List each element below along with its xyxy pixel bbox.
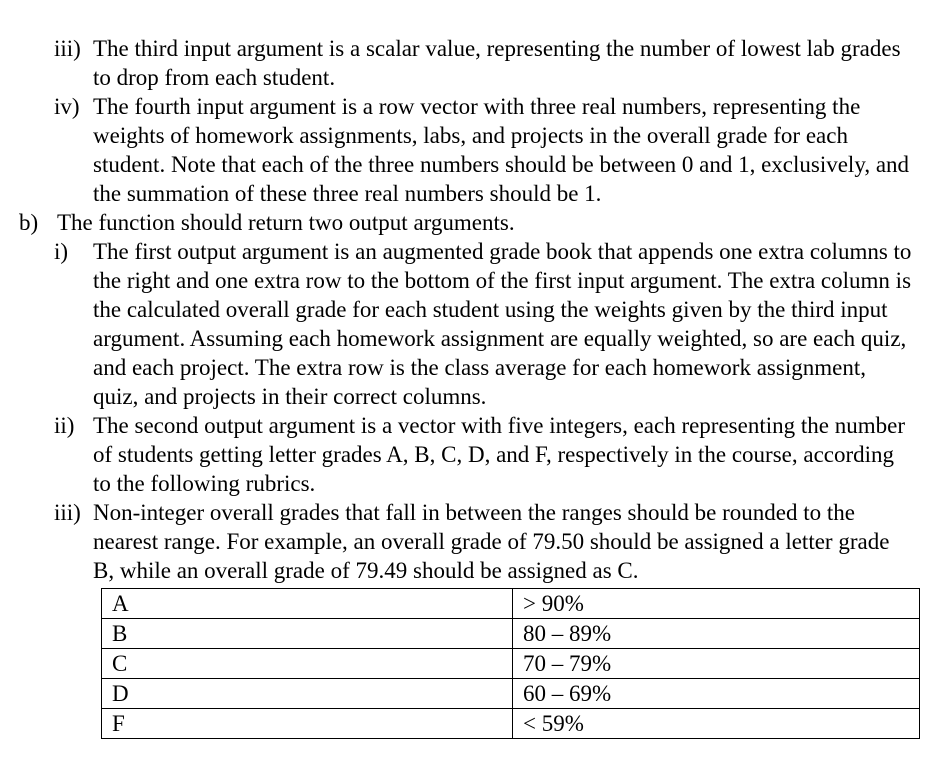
list-marker: ii)	[54, 413, 75, 438]
list-item-text: The fourth input argument is a row vector with three real numbers, representing the weights of homework assignments, labs, and projects in the overall grade for each student. Note that each of the three numbers should be between 0 and 1, exclusively, and the summation of these three real numbers should be 1.	[93, 94, 910, 206]
list-item-iii-rounding	[0, 498, 949, 585]
table-row	[102, 679, 920, 709]
list-item-i-output	[0, 237, 949, 411]
letter-grade-cell: B	[102, 619, 513, 649]
list-marker: iii)	[54, 500, 81, 525]
list-item-text: The second output argument is a vector with five integers, each representing the number of students getting letter grades A, B, C, D, and F, respectively in the course, according to the following rubrics.	[93, 413, 905, 496]
list-marker: iv)	[54, 94, 80, 119]
grade-range-cell: < 59%	[513, 709, 920, 739]
list-item-ii-output	[0, 411, 949, 498]
table-row	[102, 709, 920, 739]
list-item-text: The third input argument is a scalar value, representing the number of lowest lab grades to drop from each student.	[93, 36, 901, 90]
list-marker: i)	[54, 239, 69, 264]
letter-grade-cell: A	[102, 589, 513, 619]
list-marker: iii)	[54, 36, 81, 61]
table-row	[102, 649, 920, 679]
list-item-iii-input	[0, 34, 949, 92]
grade-range-cell: 70 – 79%	[513, 649, 920, 679]
grade-rubric-table	[101, 588, 920, 739]
document-body	[0, 34, 949, 585]
list-marker: b)	[19, 210, 39, 235]
letter-grade-cell: C	[102, 649, 513, 679]
grade-range-cell: > 90%	[513, 589, 920, 619]
letter-grade-cell: F	[102, 709, 513, 739]
list-item-b-outputs	[0, 208, 949, 237]
grade-range-cell: 60 – 69%	[513, 679, 920, 709]
list-item-text: The function should return two output arguments.	[57, 210, 515, 235]
grade-range-cell: 80 – 89%	[513, 619, 920, 649]
table-row	[102, 619, 920, 649]
list-item-iv-input	[0, 92, 949, 208]
table-row	[102, 589, 920, 619]
list-item-text: The first output argument is an augmented grade book that appends one extra columns to the right and one extra row to the bottom of the first input argument. The extra column is the calculated overall grade for each student using the weights given by the third input argument. Assuming each homework assignment are equally weighted, so are each quiz, and each project. The extra row is the class average for each homework assignment, quiz, and projects in their correct columns.	[93, 239, 912, 409]
letter-grade-cell: D	[102, 679, 513, 709]
list-item-text: Non-integer overall grades that fall in between the ranges should be rounded to the nearest range. For example, an overall grade of 79.50 should be assigned a letter grade B, while an overall grade of 79.49 should be assigned as C.	[93, 500, 890, 583]
